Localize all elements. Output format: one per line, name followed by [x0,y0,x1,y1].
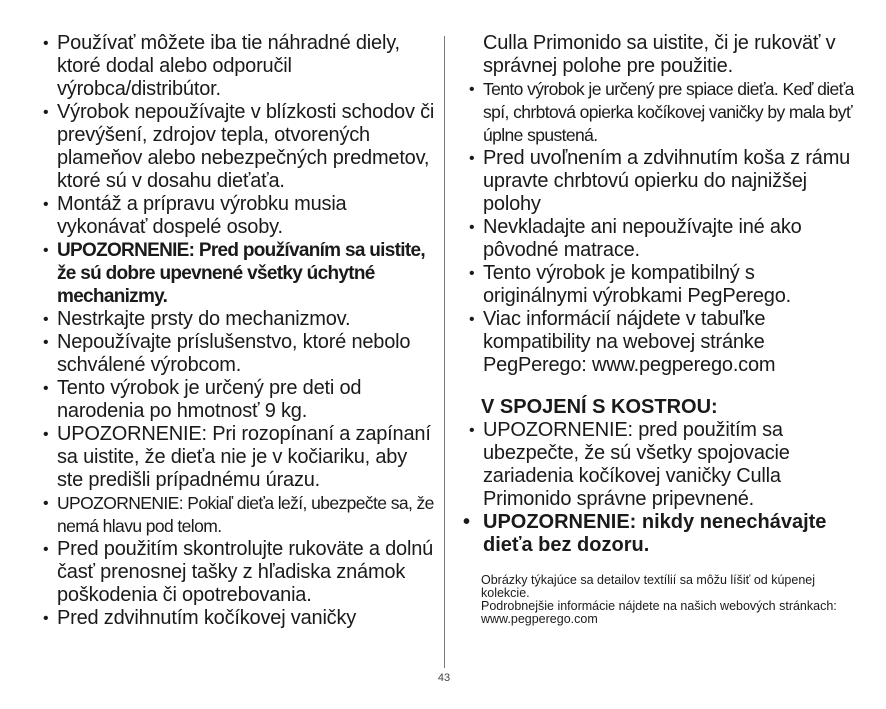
list-item: • Tento výrobok je kompatibilný s originálnymi výrobkami PegPerego. [462,262,862,308]
footnote: Podrobnejšie informácie nájdete na našich webových stránkach: www.pegperego.com [481,599,837,626]
list-item: • Nevkladajte ani nepoužívajte iné ako pôvodné matrace. [462,216,862,262]
warning-item: • UPOZORNENIE: Pred používaním sa uistite, že sú dobre upevnené všetky úchytné mechanizmy. [36,239,436,308]
list-item: • Pred uvoľnením a zdvihnutím koša z rámu upravte chrbtovú opierku do najnižšej polohy [462,147,862,216]
warning-item: • UPOZORNENIE: nikdy nenechávajte dieťa bez dozoru. [462,511,862,557]
list-item: • Montáž a prípravu výrobku musia vykonávať dospelé osoby. [36,193,436,239]
list-item: • UPOZORNENIE: Pri rozopínaní a zapínaní sa uistite, že dieťa nie je v kočiariku, aby ste predišli prípadnému úrazu. [36,423,436,492]
list-item: • Výrobok nepoužívajte v blízkosti schodov či prevýšení, zdrojov tepla, otvorených plameňov alebo nebezpečných predmetov, ktoré sú v dosahu dieťaťa. [36,101,436,193]
page-number: 43 [437,672,451,684]
list-item: • Viac informácií nájdete v tabuľke kompatibility na webovej stránke PegPerego: www.pegperego.com [462,308,862,377]
list-item: • Nestrkajte prsty do mechanizmov. [36,308,436,331]
continued-text: Culla Primonido sa uistite, či je rukoväť v správnej polohe pre použitie. [483,32,836,77]
list-item: • Nepoužívajte príslušenstvo, ktoré nebolo schválené výrobcom. [36,331,436,377]
right-bullet-list [462,78,862,377]
list-item: • UPOZORNENIE: Pokiaľ dieťa leží, ubezpečte sa, že nemá hlavu pod telom. [36,492,436,538]
column-divider [444,36,445,668]
section-bullet-list [462,419,862,557]
list-item: • Tento výrobok je určený pre deti od narodenia po hmotnosť 9 kg. [36,377,436,423]
list-item: • Pred použitím skontrolujte rukoväte a dolnú časť prenosnej tašky z hľadiska známok poškodenia či opotrebovania. [36,538,436,607]
left-bullet-list [36,32,436,630]
left-column [36,32,436,630]
section-heading: V SPOJENÍ S KOSTROU: [481,396,718,418]
list-item: • Pred zdvihnutím kočíkovej vaničky [36,607,436,630]
list-item: • UPOZORNENIE: pred použitím sa ubezpečte, že sú všetky spojovacie zariadenia kočíkovej vaničky Culla Primonido správne pripevnené. [462,419,862,511]
list-item: • Tento výrobok je určený pre spiace dieťa. Keď dieťa spí, chrbtová opierka kočíkovej vaničky by mala byť úplne spustená. [462,78,862,147]
list-item: • Používať môžete iba tie náhradné diely, ktoré dodal alebo odporučil výrobca/distribútor. [36,32,436,101]
footnotes [481,574,862,626]
footnote: Obrázky týkajúce sa detailov textílií sa môžu líšiť od kúpenej kolekcie. [481,573,816,600]
right-column [462,32,862,626]
